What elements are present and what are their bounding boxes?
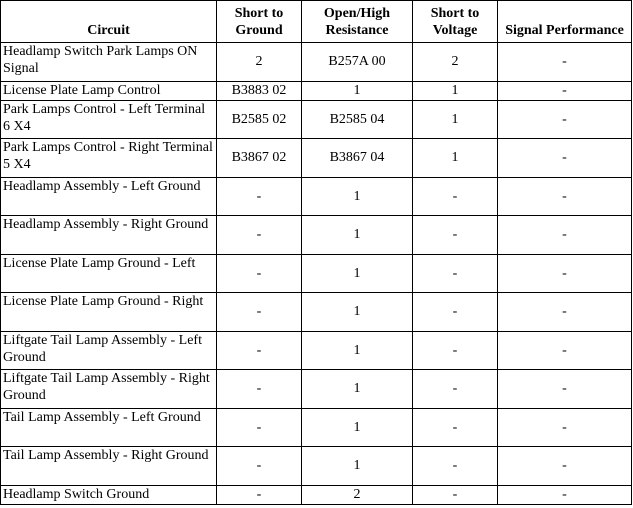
- signal-performance-cell: -: [498, 216, 632, 255]
- open-high-resistance-cell: B2585 04: [302, 100, 413, 139]
- signal-performance-cell: -: [498, 293, 632, 332]
- table-row: [1, 370, 632, 409]
- circuit-cell: Liftgate Tail Lamp Assembly - Right Ground: [1, 370, 217, 409]
- short-to-ground-cell: -: [217, 216, 302, 255]
- header-short-to-voltage: Short to Voltage: [413, 1, 498, 43]
- short-to-ground-cell: -: [217, 370, 302, 409]
- table-row: [1, 485, 632, 504]
- open-high-resistance-cell: 1: [302, 408, 413, 447]
- short-to-ground-cell: B2585 02: [217, 100, 302, 139]
- short-to-voltage-cell: -: [413, 485, 498, 504]
- signal-performance-cell: -: [498, 485, 632, 504]
- header-row: [1, 1, 632, 43]
- circuit-cell: Liftgate Tail Lamp Assembly - Left Ground: [1, 331, 217, 370]
- table-row: [1, 177, 632, 216]
- open-high-resistance-cell: 1: [302, 293, 413, 332]
- circuit-cell: Tail Lamp Assembly - Left Ground: [1, 408, 217, 447]
- short-to-ground-cell: -: [217, 293, 302, 332]
- signal-performance-cell: -: [498, 370, 632, 409]
- short-to-ground-cell: -: [217, 447, 302, 486]
- open-high-resistance-cell: 1: [302, 177, 413, 216]
- signal-performance-cell: -: [498, 43, 632, 82]
- signal-performance-cell: -: [498, 408, 632, 447]
- short-to-ground-cell: -: [217, 408, 302, 447]
- open-high-resistance-cell: 2: [302, 485, 413, 504]
- short-to-voltage-cell: 1: [413, 81, 498, 100]
- short-to-ground-cell: -: [217, 331, 302, 370]
- short-to-voltage-cell: 1: [413, 100, 498, 139]
- signal-performance-cell: -: [498, 447, 632, 486]
- short-to-voltage-cell: -: [413, 177, 498, 216]
- signal-performance-cell: -: [498, 254, 632, 293]
- circuit-cell: Tail Lamp Assembly - Right Ground: [1, 447, 217, 486]
- signal-performance-cell: -: [498, 100, 632, 139]
- circuit-cell: Park Lamps Control - Left Terminal 6 X4: [1, 100, 217, 139]
- circuit-cell: Headlamp Assembly - Left Ground: [1, 177, 217, 216]
- table-row: [1, 254, 632, 293]
- short-to-ground-cell: B3867 02: [217, 139, 302, 178]
- open-high-resistance-cell: 1: [302, 370, 413, 409]
- header-open-high-resistance: Open/High Resistance: [302, 1, 413, 43]
- table-row: [1, 293, 632, 332]
- circuit-cell: License Plate Lamp Control: [1, 81, 217, 100]
- signal-performance-cell: -: [498, 81, 632, 100]
- short-to-voltage-cell: -: [413, 370, 498, 409]
- short-to-voltage-cell: -: [413, 293, 498, 332]
- open-high-resistance-cell: 1: [302, 216, 413, 255]
- table-row: [1, 408, 632, 447]
- circuit-cell: Park Lamps Control - Right Terminal 5 X4: [1, 139, 217, 178]
- table-row: [1, 43, 632, 82]
- open-high-resistance-cell: 1: [302, 331, 413, 370]
- short-to-ground-cell: 2: [217, 43, 302, 82]
- open-high-resistance-cell: 1: [302, 447, 413, 486]
- signal-performance-cell: -: [498, 331, 632, 370]
- table-row: [1, 447, 632, 486]
- short-to-ground-cell: -: [217, 177, 302, 216]
- short-to-ground-cell: B3883 02: [217, 81, 302, 100]
- open-high-resistance-cell: B257A 00: [302, 43, 413, 82]
- open-high-resistance-cell: 1: [302, 254, 413, 293]
- header-signal-performance: Signal Performance: [498, 1, 632, 43]
- table-row: [1, 331, 632, 370]
- circuit-cell: License Plate Lamp Ground - Left: [1, 254, 217, 293]
- open-high-resistance-cell: 1: [302, 81, 413, 100]
- short-to-voltage-cell: -: [413, 216, 498, 255]
- open-high-resistance-cell: B3867 04: [302, 139, 413, 178]
- table-row: [1, 100, 632, 139]
- short-to-voltage-cell: 2: [413, 43, 498, 82]
- table-row: [1, 81, 632, 100]
- short-to-ground-cell: -: [217, 485, 302, 504]
- short-to-voltage-cell: -: [413, 447, 498, 486]
- short-to-voltage-cell: -: [413, 254, 498, 293]
- short-to-ground-cell: -: [217, 254, 302, 293]
- signal-performance-cell: -: [498, 177, 632, 216]
- circuit-cell: Headlamp Switch Ground: [1, 485, 217, 504]
- table-row: [1, 216, 632, 255]
- signal-performance-cell: -: [498, 139, 632, 178]
- circuit-cell: License Plate Lamp Ground - Right: [1, 293, 217, 332]
- table-row: [1, 139, 632, 178]
- circuit-cell: Headlamp Assembly - Right Ground: [1, 216, 217, 255]
- circuit-cell: Headlamp Switch Park Lamps ON Signal: [1, 43, 217, 82]
- short-to-voltage-cell: 1: [413, 139, 498, 178]
- header-short-to-ground: Short to Ground: [217, 1, 302, 43]
- header-circuit: Circuit: [1, 1, 217, 43]
- short-to-voltage-cell: -: [413, 331, 498, 370]
- short-to-voltage-cell: -: [413, 408, 498, 447]
